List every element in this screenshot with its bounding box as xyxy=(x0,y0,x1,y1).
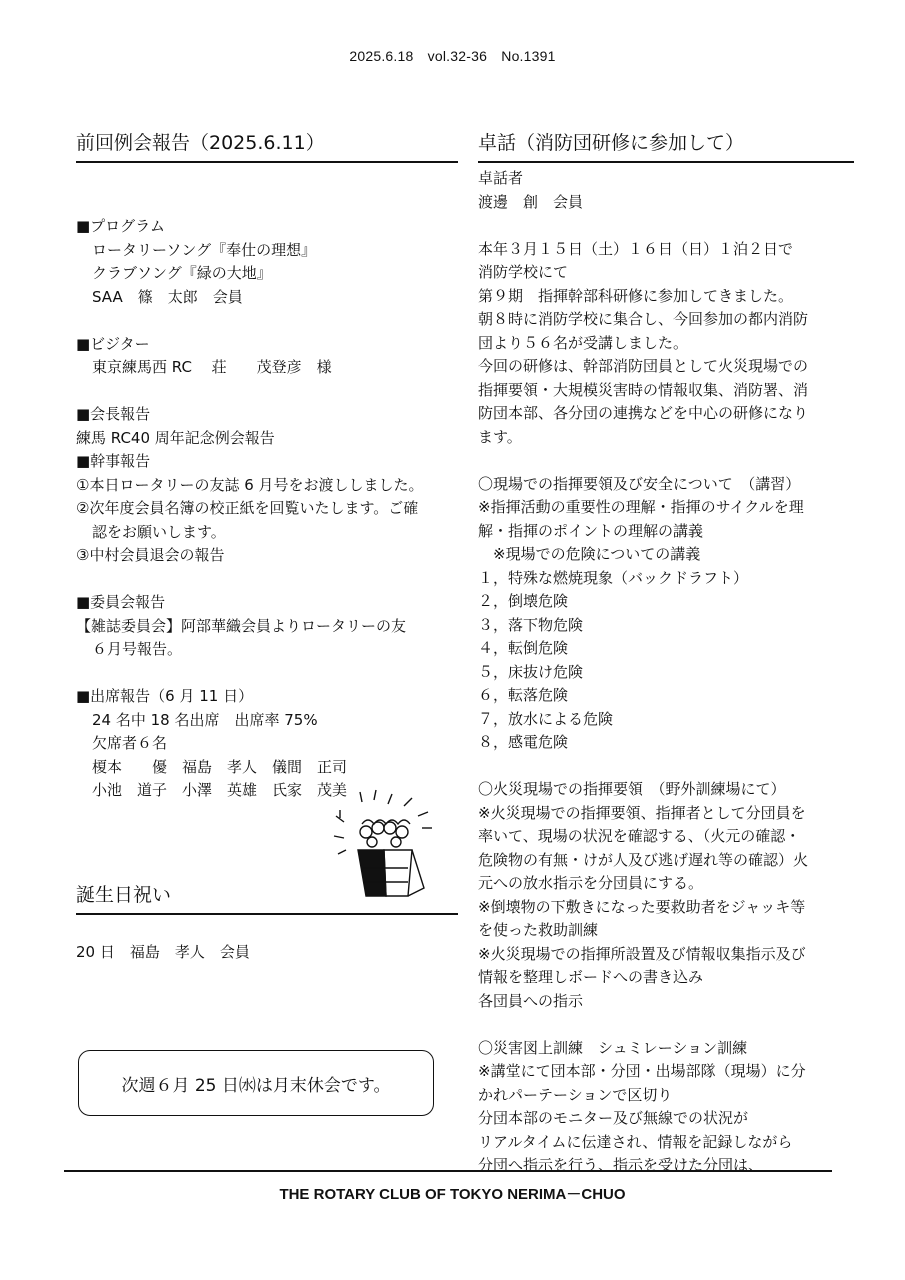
talk-line: ※火災現場での指揮所設置及び情報収集指示及び xyxy=(478,944,806,963)
president-report-item: 練馬 RC40 周年記念例会報告 xyxy=(76,428,275,447)
program-heading: ■プログラム xyxy=(76,217,166,235)
talk-line: ※倒壊物の下敷きになった要救助者をジャッキ等 xyxy=(478,897,806,916)
talk-line: 各団員への指示 xyxy=(478,991,584,1010)
talk-line: 消防学校にて xyxy=(478,263,569,281)
talk-line: ※火災現場での指揮要領、指揮者として分団員を xyxy=(478,803,806,822)
talk-line: ※指揮活動の重要性の理解・指揮のサイクルを理 xyxy=(478,498,804,516)
program-section xyxy=(76,215,458,803)
talk-line: ６，転落危険 xyxy=(478,686,569,704)
birthday-section xyxy=(76,880,458,965)
attendance-heading: ■出席報告（6 月 11 日） xyxy=(76,687,254,705)
talk-line: リアルタイムに伝達され、情報を記録しながら xyxy=(478,1132,793,1151)
left-column xyxy=(76,128,458,803)
birthday-title: 誕生日祝い xyxy=(76,880,458,915)
attendance-item: 欠席者６名 xyxy=(92,734,168,752)
talk-line: 〇火災現場での指揮要領 （野外訓練場にて） xyxy=(478,780,786,798)
talk-line: 第９期 指揮幹部科研修に参加してきました。 xyxy=(478,286,794,305)
committee-report-item: ６月号報告。 xyxy=(92,640,183,658)
visitor-item: 東京練馬西 RC 荘 茂登彦 様 xyxy=(92,358,332,376)
president-report-heading: ■会長報告 xyxy=(76,405,151,423)
talk-line: ８，感電危険 xyxy=(478,733,569,751)
talk-line: 朝８時に消防学校に集合し、今回参加の都内消防 xyxy=(478,310,809,328)
talk-line: 元への放水指示を分団員にする。 xyxy=(478,874,704,892)
absentee-names: 小池 道子 小澤 英雄 氏家 茂美 xyxy=(92,781,348,799)
footer-divider xyxy=(64,1170,832,1172)
talk-title: 卓話（消防団研修に参加して） xyxy=(478,128,854,163)
talk-line: 本年３月１５日（土）１６日（日）１泊２日で xyxy=(478,239,794,258)
secretary-report-item: ②次年度会員名簿の校正紙を回覧いたします。ご確 xyxy=(76,499,419,517)
talk-line: を使った救助訓練 xyxy=(478,921,599,939)
club-name-footer: THE ROTARY CLUB OF TOKYO NERIMA－CHUO xyxy=(279,1186,626,1203)
talk-line: 指揮要領・大規模災害時の情報収集、消防署、消 xyxy=(478,380,809,399)
program-item: SAA 篠 太郎 会員 xyxy=(92,287,243,306)
talk-line: ※講堂にて団本部・分団・出場部隊（現場）に分 xyxy=(478,1062,806,1080)
talk-line: 解・指揮のポイントの理解の講義 xyxy=(478,521,704,540)
attendance-item: 24 名中 18 名出席 出席率 75% xyxy=(92,710,318,729)
talk-line: 率いて、現場の状況を確認する、（火元の確認・ xyxy=(478,827,801,845)
talk-line: ４，転倒危険 xyxy=(478,639,569,657)
next-meeting-notice: 次週６月 25 日㈬は月末休会です。 xyxy=(78,1050,434,1116)
talk-line: ３，落下物危険 xyxy=(478,615,584,634)
absentee-names: 榎本 優 福島 孝人 儀間 正司 xyxy=(92,757,348,776)
committee-report-heading: ■委員会報告 xyxy=(76,593,166,611)
talk-line: 〇現場での指揮要領及び安全について （講習） xyxy=(478,474,801,493)
program-item: ロータリーソング『奉仕の理想』 xyxy=(92,240,317,259)
talk-line: 今回の研修は、幹部消防団員として火災現場での xyxy=(478,357,809,375)
talk-line: ７，放水による危険 xyxy=(478,709,614,728)
talk-line: ５，床抜け危険 xyxy=(478,662,584,681)
blank-line xyxy=(478,449,854,473)
program-item: クラブソング『緑の大地』 xyxy=(92,264,272,282)
talk-line: 防団本部、各分団の連携などを中心の研修になり xyxy=(478,404,809,422)
blank-line xyxy=(478,755,854,779)
talk-line: 団より５６名が受講しました。 xyxy=(478,333,689,352)
talk-line: ２，倒壊危険 xyxy=(478,592,569,610)
birthday-entry: 20 日 福島 孝人 会員 xyxy=(76,943,250,961)
right-column xyxy=(478,128,854,1178)
issue-header: 2025.6.18 vol.32-36 No.1391 xyxy=(349,48,556,64)
talk-line: 渡邊 創 会員 xyxy=(478,192,584,211)
talk-line: 分団へ指示を行う、指示を受けた分団は、 xyxy=(478,1156,764,1174)
talk-line: 卓話者 xyxy=(478,169,524,187)
talk-line: 分団本部のモニター及び無線での状況が xyxy=(478,1109,749,1127)
talk-line: 危険物の有無・けが人及び逃げ遅れ等の確認）火 xyxy=(478,850,809,869)
talk-line: １，特殊な燃焼現象（バックドラフト） xyxy=(478,568,749,587)
visitor-heading: ■ビジター xyxy=(76,334,150,353)
secretary-report-heading: ■幹事報告 xyxy=(76,452,151,470)
secretary-report-item: 認をお願いします。 xyxy=(92,522,226,541)
meeting-report-title: 前回例会報告（2025.6.11） xyxy=(76,128,458,163)
talk-body xyxy=(478,167,854,1178)
secretary-report-item: ③中村会員退会の報告 xyxy=(76,546,225,564)
blank-line xyxy=(478,214,854,238)
talk-line: ※現場での危険についての講義 xyxy=(478,545,701,563)
talk-line: ます。 xyxy=(478,427,522,446)
blank-line xyxy=(478,1013,854,1037)
secretary-report-item: ①本日ロータリーの友誌 6 月号をお渡ししました。 xyxy=(76,475,424,494)
talk-line: 情報を整理しボードへの書き込み xyxy=(478,968,704,986)
talk-line: かれパーテーションで区切り xyxy=(478,1085,673,1104)
talk-line: 〇災害図上訓練 シュミレーション訓練 xyxy=(478,1038,748,1057)
committee-report-item: 【雑誌委員会】阿部華織会員よりロータリーの友 xyxy=(76,616,407,635)
